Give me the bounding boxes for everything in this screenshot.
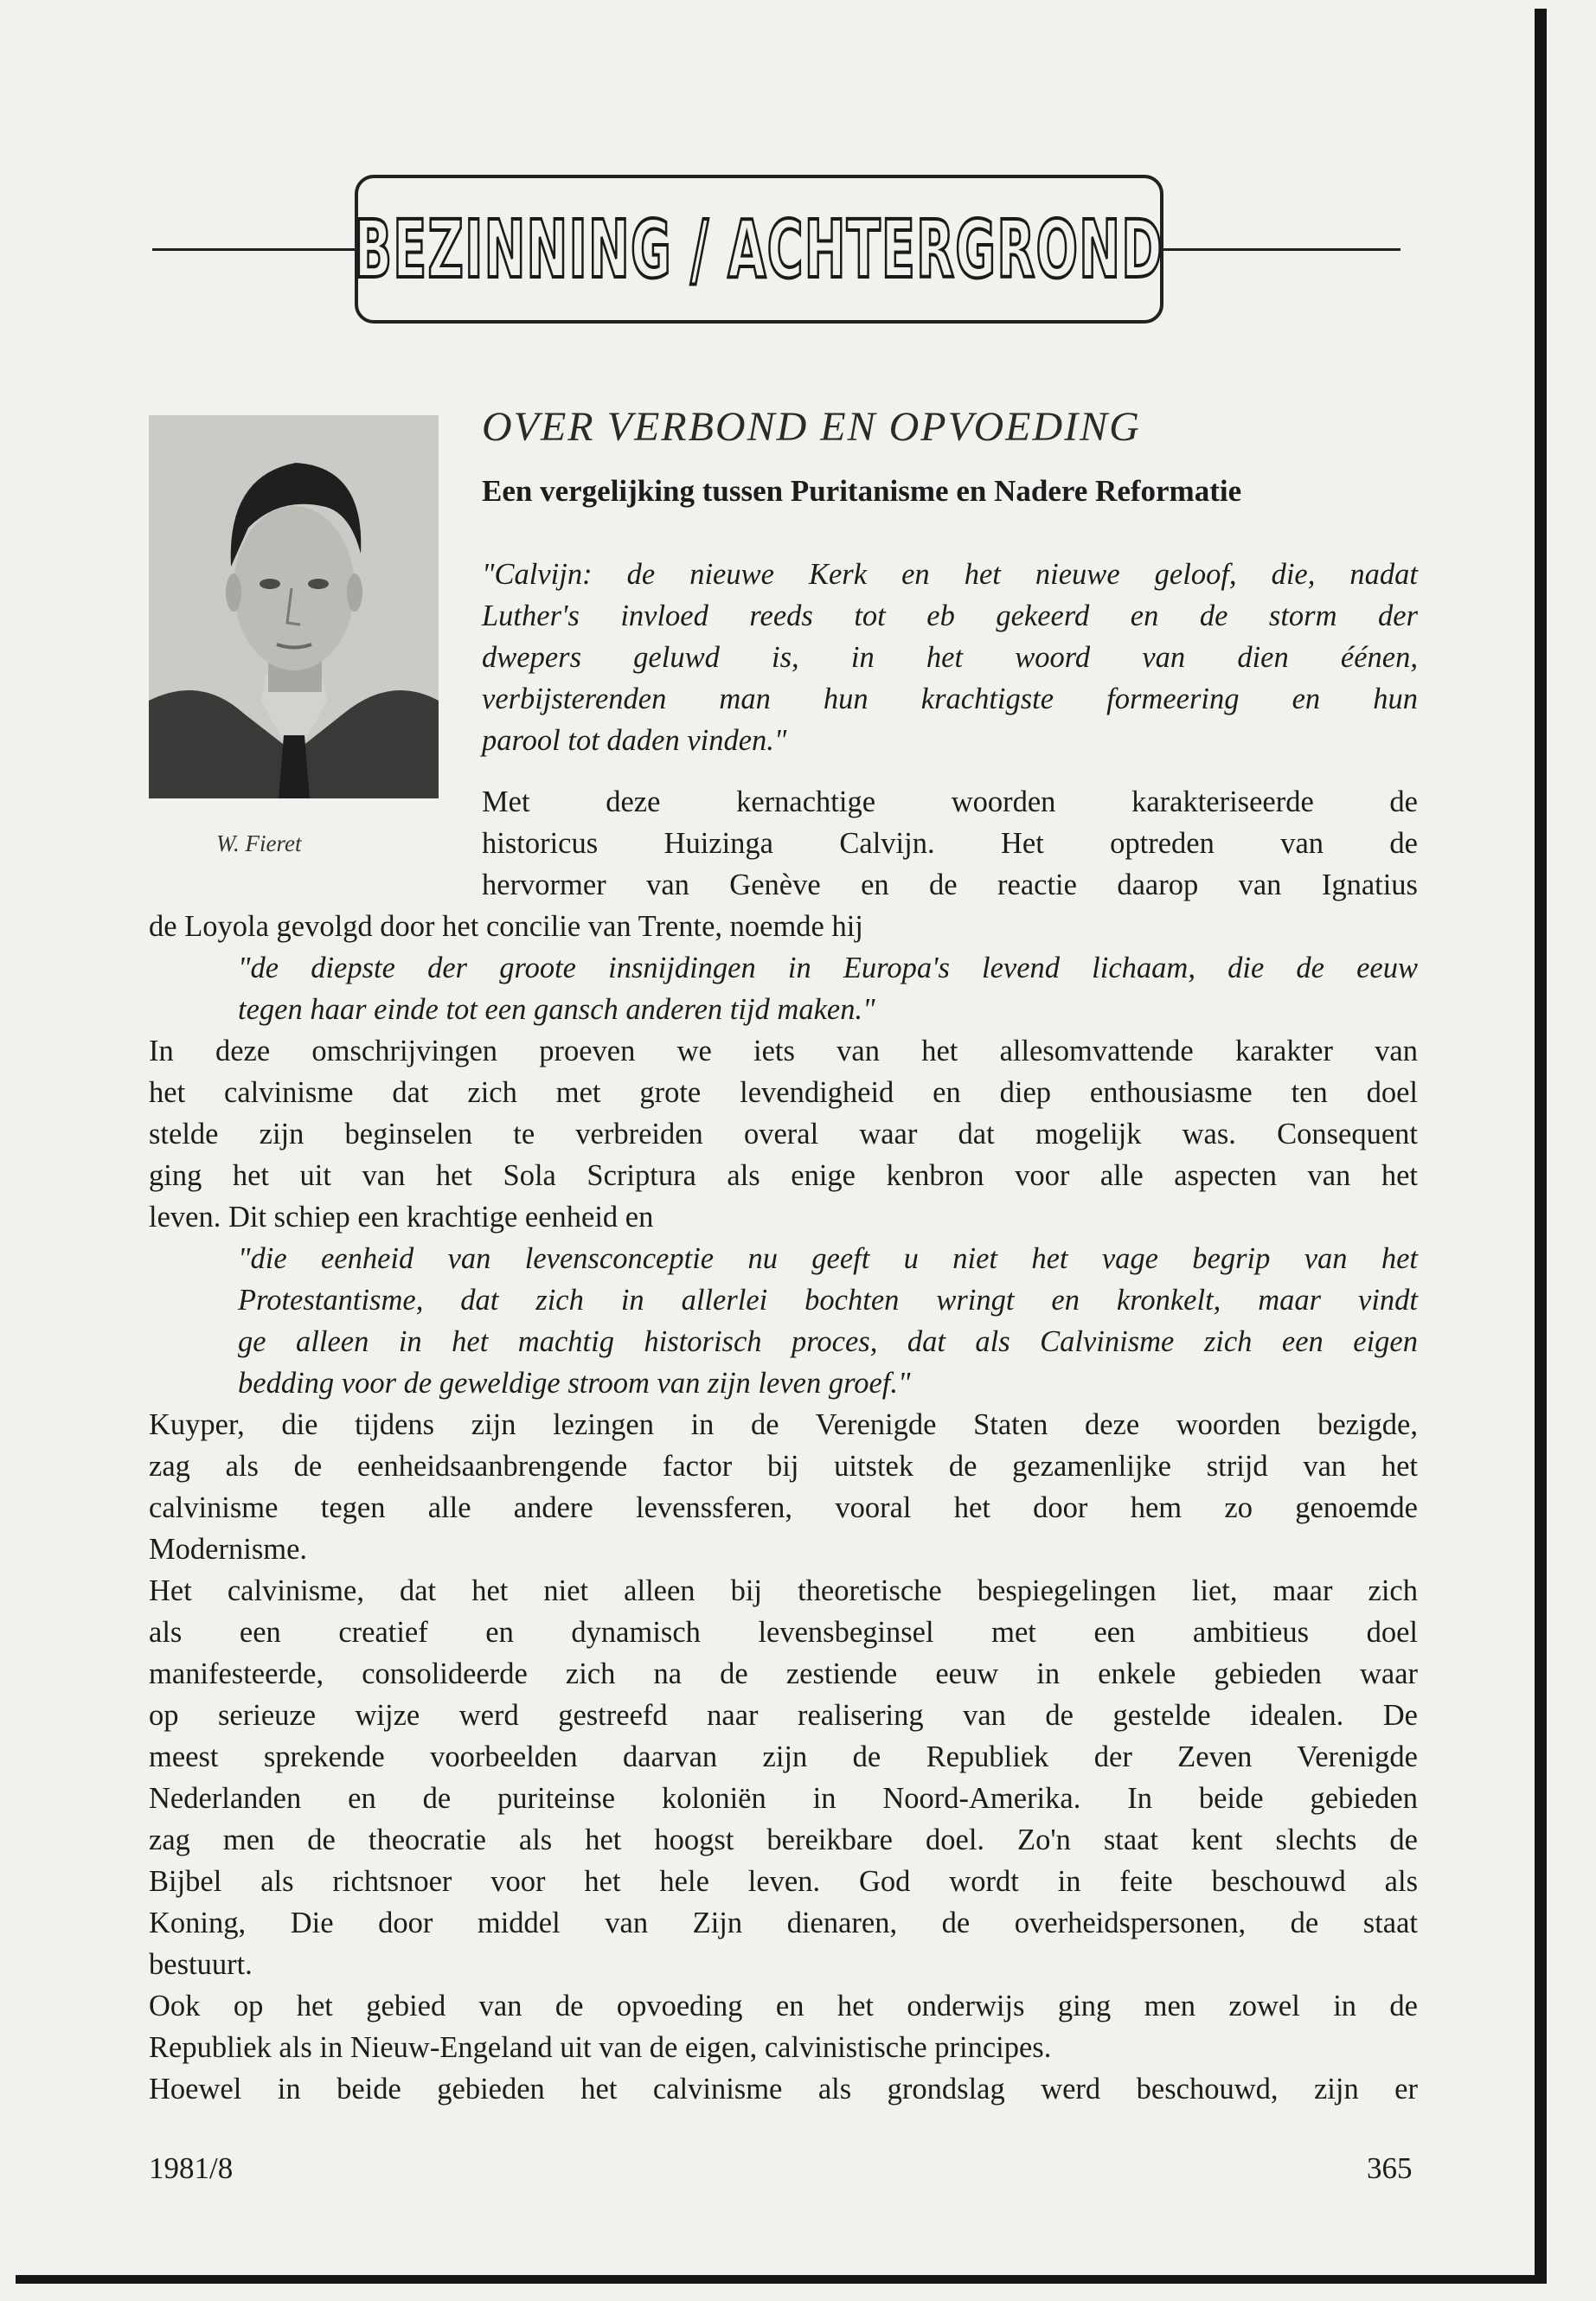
text-line: manifesteerde, consolideerde zich na de zestiende eeuw in enkele gebieden waar <box>149 1657 1418 1690</box>
author-caption: W. Fieret <box>216 830 302 856</box>
quote-huizinga <box>482 554 1418 761</box>
section-banner-text: BEZINNING / ACHTERGROND <box>354 202 1164 296</box>
text-line: ge alleen in het machtig historisch proces, dat als Calvinisme zich een eigen <box>238 1325 1418 1358</box>
article-title: OVER VERBOND EN OPVOEDING <box>482 404 1141 450</box>
text-line: de Loyola gevolgd door het concilie van Trente, noemde hij <box>149 910 863 943</box>
text-line: zag als de eenheidsaanbrengende factor bij uitstek de gezamenlijke strijd van het <box>149 1450 1418 1483</box>
banner-rule-right <box>1162 248 1401 251</box>
text-line: stelde zijn beginselen te verbreiden overal waar dat mogelijk was. Consequent <box>149 1118 1418 1150</box>
text-line: Luther's invloed reeds tot eb gekeerd en de storm der <box>482 599 1418 632</box>
text-line: tegen haar einde tot een gansch anderen tijd maken." <box>238 993 875 1026</box>
text-line: Protestantisme, dat zich in allerlei bochten wringt en kronkelt, maar vindt <box>238 1284 1418 1317</box>
text-line: In deze omschrijvingen proeven we iets van het allesomvattende karakter van <box>149 1035 1418 1067</box>
article-subtitle: Een vergelijking tussen Puritanisme en Nadere Reformatie <box>482 474 1242 508</box>
text-line: historicus Huizinga Calvijn. Het optreden van de <box>482 827 1418 860</box>
text-line: als een creatief en dynamisch levensbeginsel met een ambitieus doel <box>149 1616 1418 1649</box>
text-line: op serieuze wijze werd gestreefd naar realisering van de gestelde idealen. De <box>149 1699 1418 1732</box>
text-line: Met deze kernachtige woorden karakteriseerde de <box>482 785 1418 818</box>
author-photo <box>149 415 439 798</box>
paragraph-theocratie <box>149 1570 1418 1985</box>
text-line: meest sprekende voorbeelden daarvan zijn de Republiek der Zeven Verenigde <box>149 1740 1418 1773</box>
text-line: calvinisme tegen alle andere levenssferen, vooral het door hem zo genoemde <box>149 1491 1418 1524</box>
author-portrait-image <box>149 415 439 798</box>
text-line: Koning, Die door middel van Zijn dienaren, de overheidspersonen, de staat <box>149 1907 1418 1939</box>
paragraph-intro <box>482 781 1418 906</box>
text-line: bestuurt. <box>149 1948 253 1981</box>
text-line: bedding voor de geweldige stroom van zijn leven groef." <box>238 1367 911 1400</box>
text-line: het calvinisme dat zich met grote levendigheid en diep enthousiasme ten doel <box>149 1076 1418 1109</box>
text-line: Kuyper, die tijdens zijn lezingen in de Verenigde Staten deze woorden bezigde, <box>149 1408 1418 1441</box>
text-line: parool tot daden vinden." <box>482 724 787 757</box>
text-line: Bijbel als richtsnoer voor het hele leven. God wordt in feite beschouwd als <box>149 1865 1418 1898</box>
text-line: hervormer van Genève en de reactie daarop van Ignatius <box>482 868 1418 901</box>
banner-rule-left <box>152 248 356 251</box>
paragraph-calvinisme <box>149 1030 1418 1238</box>
text-line: zag men de theocratie als het hoogst bereikbare doel. Zo'n staat kent slechts de <box>149 1823 1418 1856</box>
text-line: Modernisme. <box>149 1533 308 1566</box>
text-line: dwepers geluwd is, in het woord van dien éénen, <box>482 641 1418 674</box>
quote-kuyper <box>238 1238 1418 1404</box>
paragraph-opvoeding <box>149 1985 1418 2068</box>
text-line: "Calvijn: de nieuwe Kerk en het nieuwe geloof, die, nadat <box>482 558 1418 591</box>
section-banner <box>355 175 1163 324</box>
text-line: Ook op het gebied van de opvoeding en het onderwijs ging men zowel in de <box>149 1990 1418 2022</box>
text-line: Nederlanden en de puriteinse koloniën in Noord-Amerika. In beide gebieden <box>149 1782 1418 1815</box>
paragraph-intro-continued <box>149 906 1418 947</box>
quote-europa <box>238 947 1418 1030</box>
text-line: "de diepste der groote insnijdingen in Europa's levend lichaam, die de eeuw <box>238 952 1418 984</box>
text-line: Hoewel in beide gebieden het calvinisme als grondslag werd beschouwd, zijn er <box>149 2073 1418 2106</box>
issue-number: 1981/8 <box>149 2151 234 2185</box>
text-line: ging het uit van het Sola Scriptura als enige kenbron voor alle aspecten van het <box>149 1159 1418 1192</box>
page-number: 365 <box>1367 2151 1413 2185</box>
text-line: verbijsterenden man hun krachtigste formeering en hun <box>482 683 1418 715</box>
paragraph-hoewel <box>149 2068 1418 2110</box>
text-line: leven. Dit schiep een krachtige eenheid en <box>149 1201 654 1234</box>
text-line: Republiek als in Nieuw-Engeland uit van de eigen, calvinistische principes. <box>149 2031 1052 2064</box>
text-line: Het calvinisme, dat het niet alleen bij theoretische bespiegelingen liet, maar zich <box>149 1574 1418 1607</box>
paragraph-kuyper <box>149 1404 1418 1570</box>
text-line: "die eenheid van levensconceptie nu geeft u niet het vage begrip van het <box>238 1242 1418 1275</box>
